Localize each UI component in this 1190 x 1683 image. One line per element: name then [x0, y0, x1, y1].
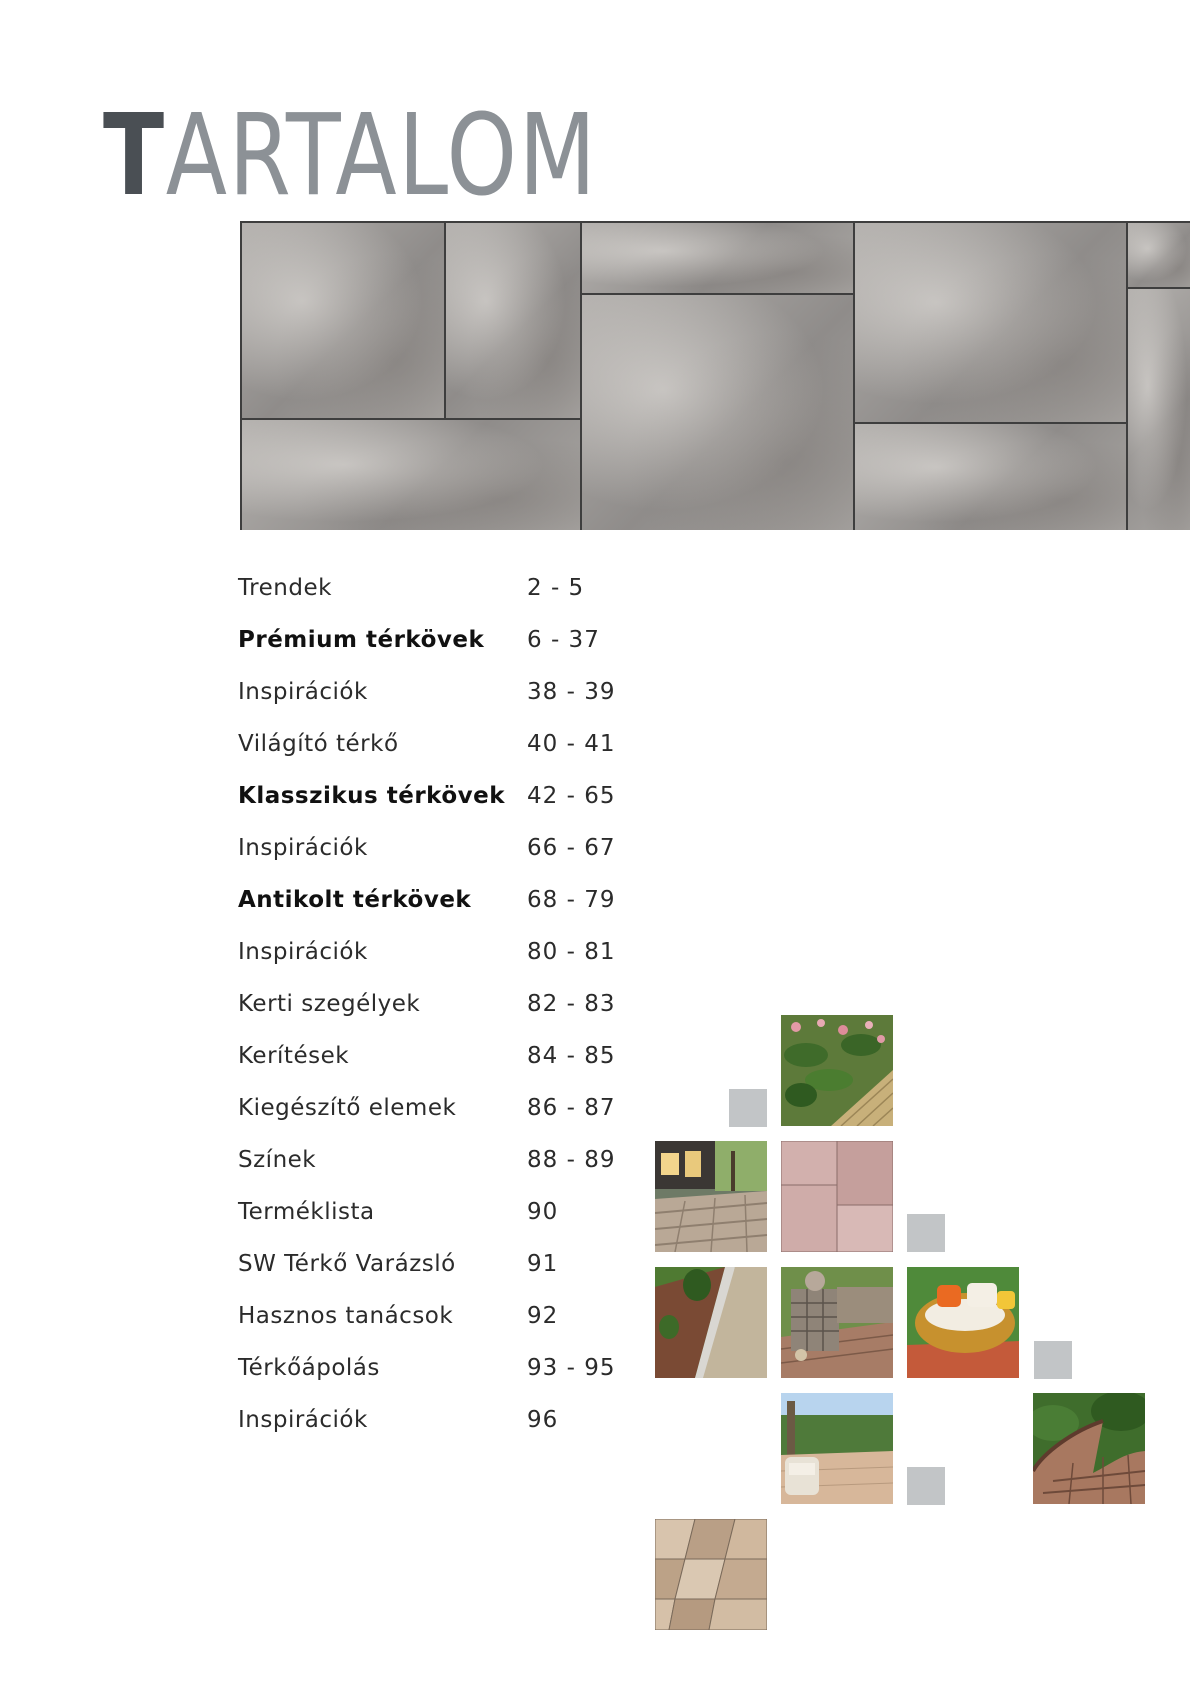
toc-row-inspiraciok[interactable]: [238, 1407, 658, 1447]
toc-pages: 93 - 95: [527, 1355, 616, 1381]
toc-pages: 40 - 41: [527, 731, 616, 757]
title-rest: ARTALOM: [165, 91, 598, 221]
toc-row-kiegeszito-elemek[interactable]: [238, 1095, 658, 1135]
pink-paving-stone-photo: [781, 1141, 893, 1252]
paving-stone: [580, 221, 855, 295]
toc-label: Világító térkő: [238, 731, 399, 757]
plants-on-paving-photo: [781, 1015, 893, 1126]
toc-label: Inspirációk: [238, 1407, 368, 1433]
stone-planter-photo: [781, 1267, 893, 1378]
trapezoid-paving-photo: [655, 1519, 767, 1630]
toc-row-inspiraciok[interactable]: [238, 679, 658, 719]
toc-pages: 2 - 5: [527, 575, 585, 601]
toc-pages: 88 - 89: [527, 1147, 616, 1173]
toc-pages: 90: [527, 1199, 559, 1225]
paving-stone: [580, 293, 855, 530]
decorative-square: [907, 1467, 945, 1505]
toc-label: Kerti szegélyek: [238, 991, 421, 1017]
toc-label: Inspirációk: [238, 835, 368, 861]
toc-row-termeklista[interactable]: [238, 1199, 658, 1239]
paving-stone: [853, 221, 1128, 424]
toc-row-kerti-szegelyek[interactable]: [238, 991, 658, 1031]
toc-pages: 96: [527, 1407, 559, 1433]
toc-pages: 84 - 85: [527, 1043, 616, 1069]
decorative-square: [729, 1089, 767, 1127]
toc-row-terkoapolas[interactable]: [238, 1355, 658, 1395]
toc-row-vilagito-terko[interactable]: [238, 731, 658, 771]
toc-label: Kiegészítő elemek: [238, 1095, 457, 1121]
toc-pages: 82 - 83: [527, 991, 616, 1017]
toc-row-antikolt-terkovek[interactable]: [238, 887, 658, 927]
toc-pages: 80 - 81: [527, 939, 616, 965]
toc-label: Inspirációk: [238, 679, 368, 705]
paving-stone-hero-image: [240, 221, 1190, 530]
toc-label: Terméklista: [238, 1199, 375, 1225]
decorative-square: [1034, 1341, 1072, 1379]
house-patio-photo: [655, 1141, 767, 1252]
decorative-square: [907, 1214, 945, 1252]
page-title: [103, 91, 598, 221]
toc-row-premium-terkovek[interactable]: [238, 627, 658, 667]
toc-row-keritesek[interactable]: [238, 1043, 658, 1083]
toc-label: Prémium térkövek: [238, 627, 485, 653]
toc-pages: 38 - 39: [527, 679, 616, 705]
toc-pages: 6 - 37: [527, 627, 600, 653]
curved-path-photo: [1033, 1393, 1145, 1504]
toc-label: Kerítések: [238, 1043, 350, 1069]
toc-pages: 68 - 79: [527, 887, 616, 913]
toc-row-inspiraciok[interactable]: [238, 939, 658, 979]
toc-label: SW Térkő Varázsló: [238, 1251, 456, 1277]
toc-label: Antikolt térkövek: [238, 887, 472, 913]
toc-row-szinek[interactable]: [238, 1147, 658, 1187]
toc-pages: 42 - 65: [527, 783, 616, 809]
paving-stone: [1126, 221, 1190, 289]
toc-row-trendek[interactable]: [238, 575, 658, 615]
toc-row-hasznos-tanacsok[interactable]: [238, 1303, 658, 1343]
garden-patio-chairs-photo: [781, 1393, 893, 1504]
title-first-letter: T: [103, 91, 166, 221]
paving-stone: [1126, 287, 1190, 530]
paving-stone: [444, 221, 582, 420]
toc-label: Színek: [238, 1147, 317, 1173]
toc-pages: 91: [527, 1251, 559, 1277]
garden-lounge-photo: [907, 1267, 1019, 1378]
toc-pages: 66 - 67: [527, 835, 616, 861]
toc-pages: 92: [527, 1303, 559, 1329]
paving-stone: [240, 221, 446, 420]
toc-label: Trendek: [238, 575, 332, 601]
toc-row-klasszikus-terkovek[interactable]: [238, 783, 658, 823]
paving-stone: [240, 418, 582, 530]
toc-label: Hasznos tanácsok: [238, 1303, 454, 1329]
toc-row-inspiraciok[interactable]: [238, 835, 658, 875]
paving-stone: [853, 422, 1128, 530]
garden-edging-photo: [655, 1267, 767, 1378]
toc-label: Térkőápolás: [238, 1355, 380, 1381]
toc-pages: 86 - 87: [527, 1095, 616, 1121]
toc-label: Inspirációk: [238, 939, 368, 965]
toc-row-sw-terko-varazslo[interactable]: [238, 1251, 658, 1291]
toc-label: Klasszikus térkövek: [238, 783, 506, 809]
